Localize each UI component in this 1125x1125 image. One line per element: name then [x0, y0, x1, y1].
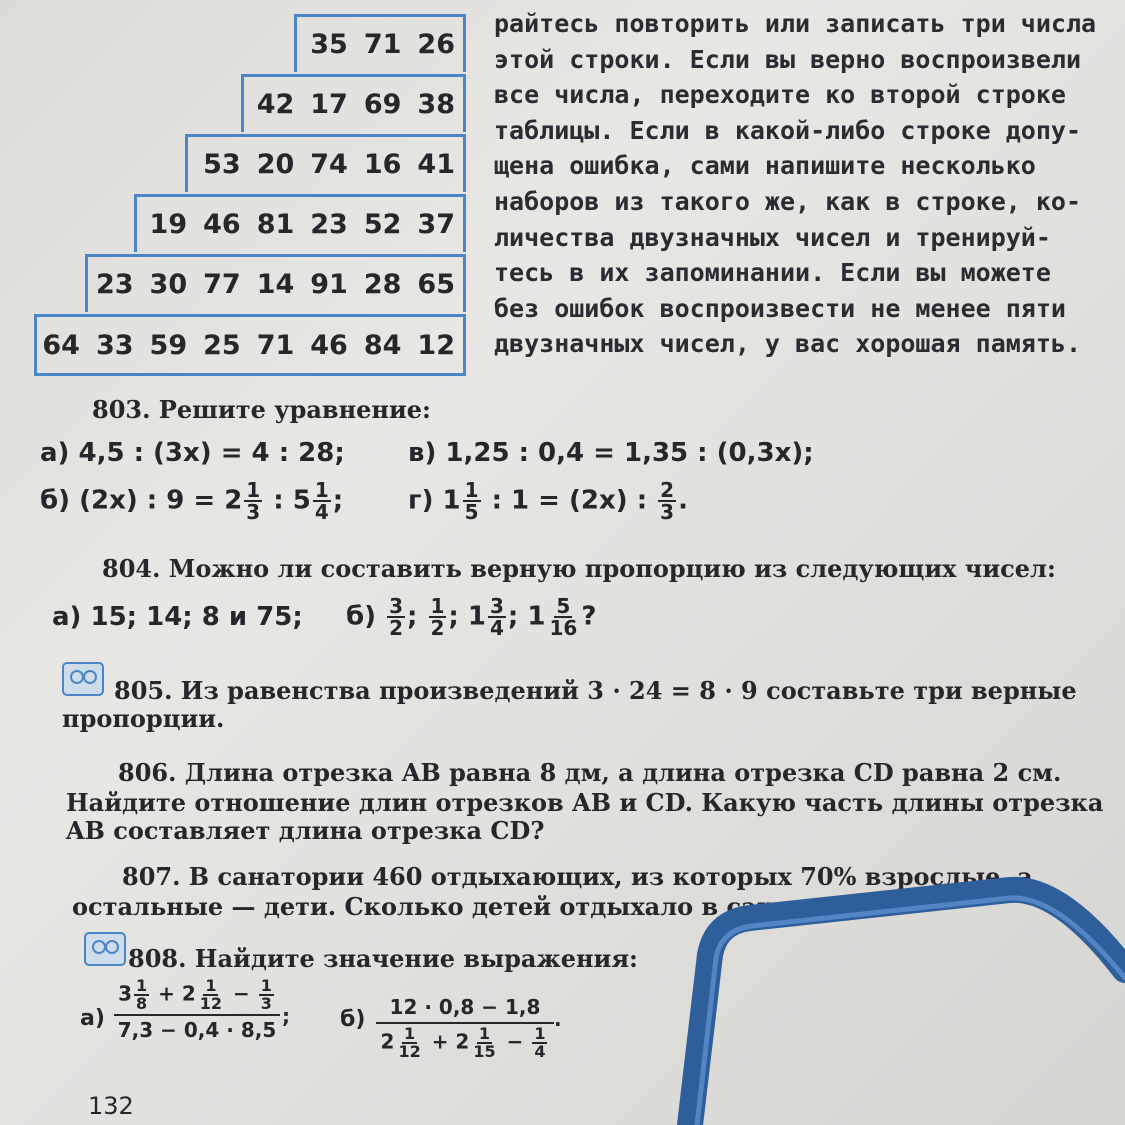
table-number: 20	[256, 149, 295, 180]
table-number: 65	[417, 269, 455, 300]
text-line: все числа, переходите ко второй строке	[494, 80, 1066, 110]
text-segment: 3	[118, 981, 133, 1006]
table-number: 37	[417, 209, 455, 240]
table-number: 46	[203, 209, 241, 240]
numerator: 3	[389, 594, 404, 618]
problem-807-line1: 807. В санатории 460 отдыхающих, из которых 70% взрослые, а	[122, 862, 1033, 891]
table-number: 59	[149, 329, 188, 361]
table-number: 53	[203, 149, 241, 180]
text-line: личества двузначных чисел и тренируй-	[494, 222, 1051, 252]
table-number: 30	[149, 269, 188, 300]
problem-807-line2: остальные — дети. Сколько детей отдыхало в санатории?	[72, 892, 888, 921]
table-number: 26	[417, 29, 455, 60]
text-segment: .	[678, 485, 688, 516]
denominator: 5	[464, 500, 479, 524]
table-number: 71	[256, 329, 295, 361]
text-line: наборов из такого же, как в строке, ко-	[494, 186, 1081, 216]
problem-806-line2: Найдите отношение длин отрезков AB и CD. Какую часть длины отрезка	[66, 788, 1104, 817]
item-label: б)	[340, 1007, 366, 1032]
table-number: 69	[363, 89, 402, 120]
denominator: 4	[534, 1042, 546, 1061]
text-segment: + 2	[158, 981, 196, 1006]
table-number: 52	[363, 209, 402, 240]
numerator: 1	[404, 1024, 416, 1043]
table-number: 77	[203, 269, 241, 300]
text-segment: −	[233, 981, 250, 1006]
text-segment: : 5	[273, 485, 311, 516]
problem-804-heading: 804. Можно ли составить верную пропорцию из следующих чисел:	[102, 554, 1056, 583]
denominator: 8	[136, 994, 148, 1013]
text-segment: ;	[407, 601, 418, 632]
table-number: 84	[363, 329, 402, 361]
problem-803-v: в) 1,25 : 0,4 = 1,35 : (0,3x);	[408, 438, 814, 468]
text-segment: ;	[282, 1004, 290, 1028]
problem-804-a: а) 15; 14; 8 и 75;	[52, 602, 303, 632]
table-number: 46	[310, 329, 348, 361]
text-line: двузначных чисел, у вас хорошая память.	[494, 329, 1081, 359]
numerator: 2	[660, 478, 675, 502]
denominator: 3	[660, 500, 675, 524]
table-number: 35	[310, 29, 348, 60]
table-number: 91	[310, 269, 348, 300]
table-number: 71	[363, 29, 402, 60]
denominator: 3	[246, 500, 261, 524]
numerator: 1	[260, 976, 272, 995]
text-line: райтесь повторить или записать три числа	[494, 9, 1097, 38]
text-line: щена ошибка, сами напишите несколько	[494, 151, 1036, 181]
table-number: 38	[417, 89, 455, 120]
fraction-denominator: 7,3 − 0,4 · 8,5	[117, 1018, 277, 1042]
table-number: 16	[363, 149, 402, 180]
problem-803-a: а) 4,5 : (3x) = 4 : 28;	[40, 438, 345, 468]
table-number: 74	[310, 149, 348, 180]
table-number: 41	[417, 149, 455, 180]
denominator: 15	[473, 1042, 496, 1061]
text-line: тесь в их запоминании. Если вы можете	[494, 258, 1051, 288]
text-line: без ошибок воспроизвести не менее пяти	[494, 293, 1066, 323]
text-segment: 1	[467, 601, 486, 632]
numerator: 1	[464, 478, 479, 502]
problem-803-heading: 803. Решите уравнение:	[92, 395, 431, 424]
table-number: 17	[310, 89, 348, 120]
table-number: 42	[256, 89, 295, 120]
text-segment: 2	[380, 1029, 395, 1054]
text-segment: ;	[332, 485, 344, 516]
denominator: 4	[314, 500, 329, 524]
table-number: 81	[256, 209, 295, 240]
table-number: 28	[363, 269, 402, 300]
table-number: 14	[256, 269, 295, 300]
text-segment: + 2	[431, 1029, 470, 1054]
problem-805-line1: 805. Из равенства произведений 3 · 24 = 8 · 9 составьте три верные	[114, 676, 1077, 705]
denominator: 3	[260, 994, 272, 1013]
numerator: 1	[314, 478, 329, 502]
text-segment: ?	[581, 601, 597, 632]
table-number: 25	[203, 329, 241, 361]
numerator: 1	[246, 478, 261, 502]
numerator: 1	[534, 1024, 546, 1043]
text-segment: ;	[448, 601, 459, 632]
numerator: 1	[136, 976, 148, 995]
denominator: 2	[389, 616, 404, 640]
text-segment: б) (2x) : 9 = 2	[40, 485, 243, 516]
numerator: 1	[430, 594, 445, 618]
denominator: 4	[489, 616, 504, 640]
table-number: 64	[42, 329, 80, 361]
text-segment: б)	[346, 601, 377, 632]
wire-highlight	[697, 898, 1125, 1125]
text-segment: г) 1	[408, 485, 461, 516]
fraction-numerator: 12 · 0,8 − 1,8	[376, 995, 554, 1024]
problem-806-line3: AB составляет длина отрезка CD?	[66, 816, 545, 845]
numerator: 3	[489, 594, 504, 618]
table-number: 23	[95, 269, 134, 300]
numerator: 1	[478, 1024, 491, 1043]
problem-808-heading: 808. Найдите значение выражения:	[128, 944, 638, 973]
numerator: 1	[205, 976, 217, 995]
text-segment: −	[506, 1029, 524, 1054]
text-line: таблицы. Если в какой-либо строке допу-	[494, 115, 1081, 145]
table-number: 12	[417, 329, 455, 361]
page-number: 132	[88, 1092, 134, 1120]
numerator: 5	[556, 594, 571, 618]
text-segment: : 1 = (2x) :	[491, 485, 648, 516]
table-number: 19	[149, 209, 188, 240]
denominator: 12	[398, 1042, 421, 1061]
table-number: 23	[310, 209, 348, 240]
problem-806-line1: 806. Длина отрезка AB равна 8 дм, а длина отрезка CD равна 2 см.	[118, 758, 1062, 787]
problem-805-line2: пропорции.	[62, 704, 225, 733]
text-segment: .	[554, 1007, 562, 1031]
denominator: 16	[549, 616, 578, 640]
item-label: а)	[80, 1006, 105, 1031]
text-line: этой строки. Если вы верно воспроизвели	[494, 44, 1081, 74]
table-number: 33	[95, 329, 134, 361]
denominator: 12	[199, 994, 223, 1013]
text-segment: 1	[527, 601, 546, 632]
text-segment: ;	[507, 601, 519, 632]
denominator: 2	[430, 616, 445, 640]
